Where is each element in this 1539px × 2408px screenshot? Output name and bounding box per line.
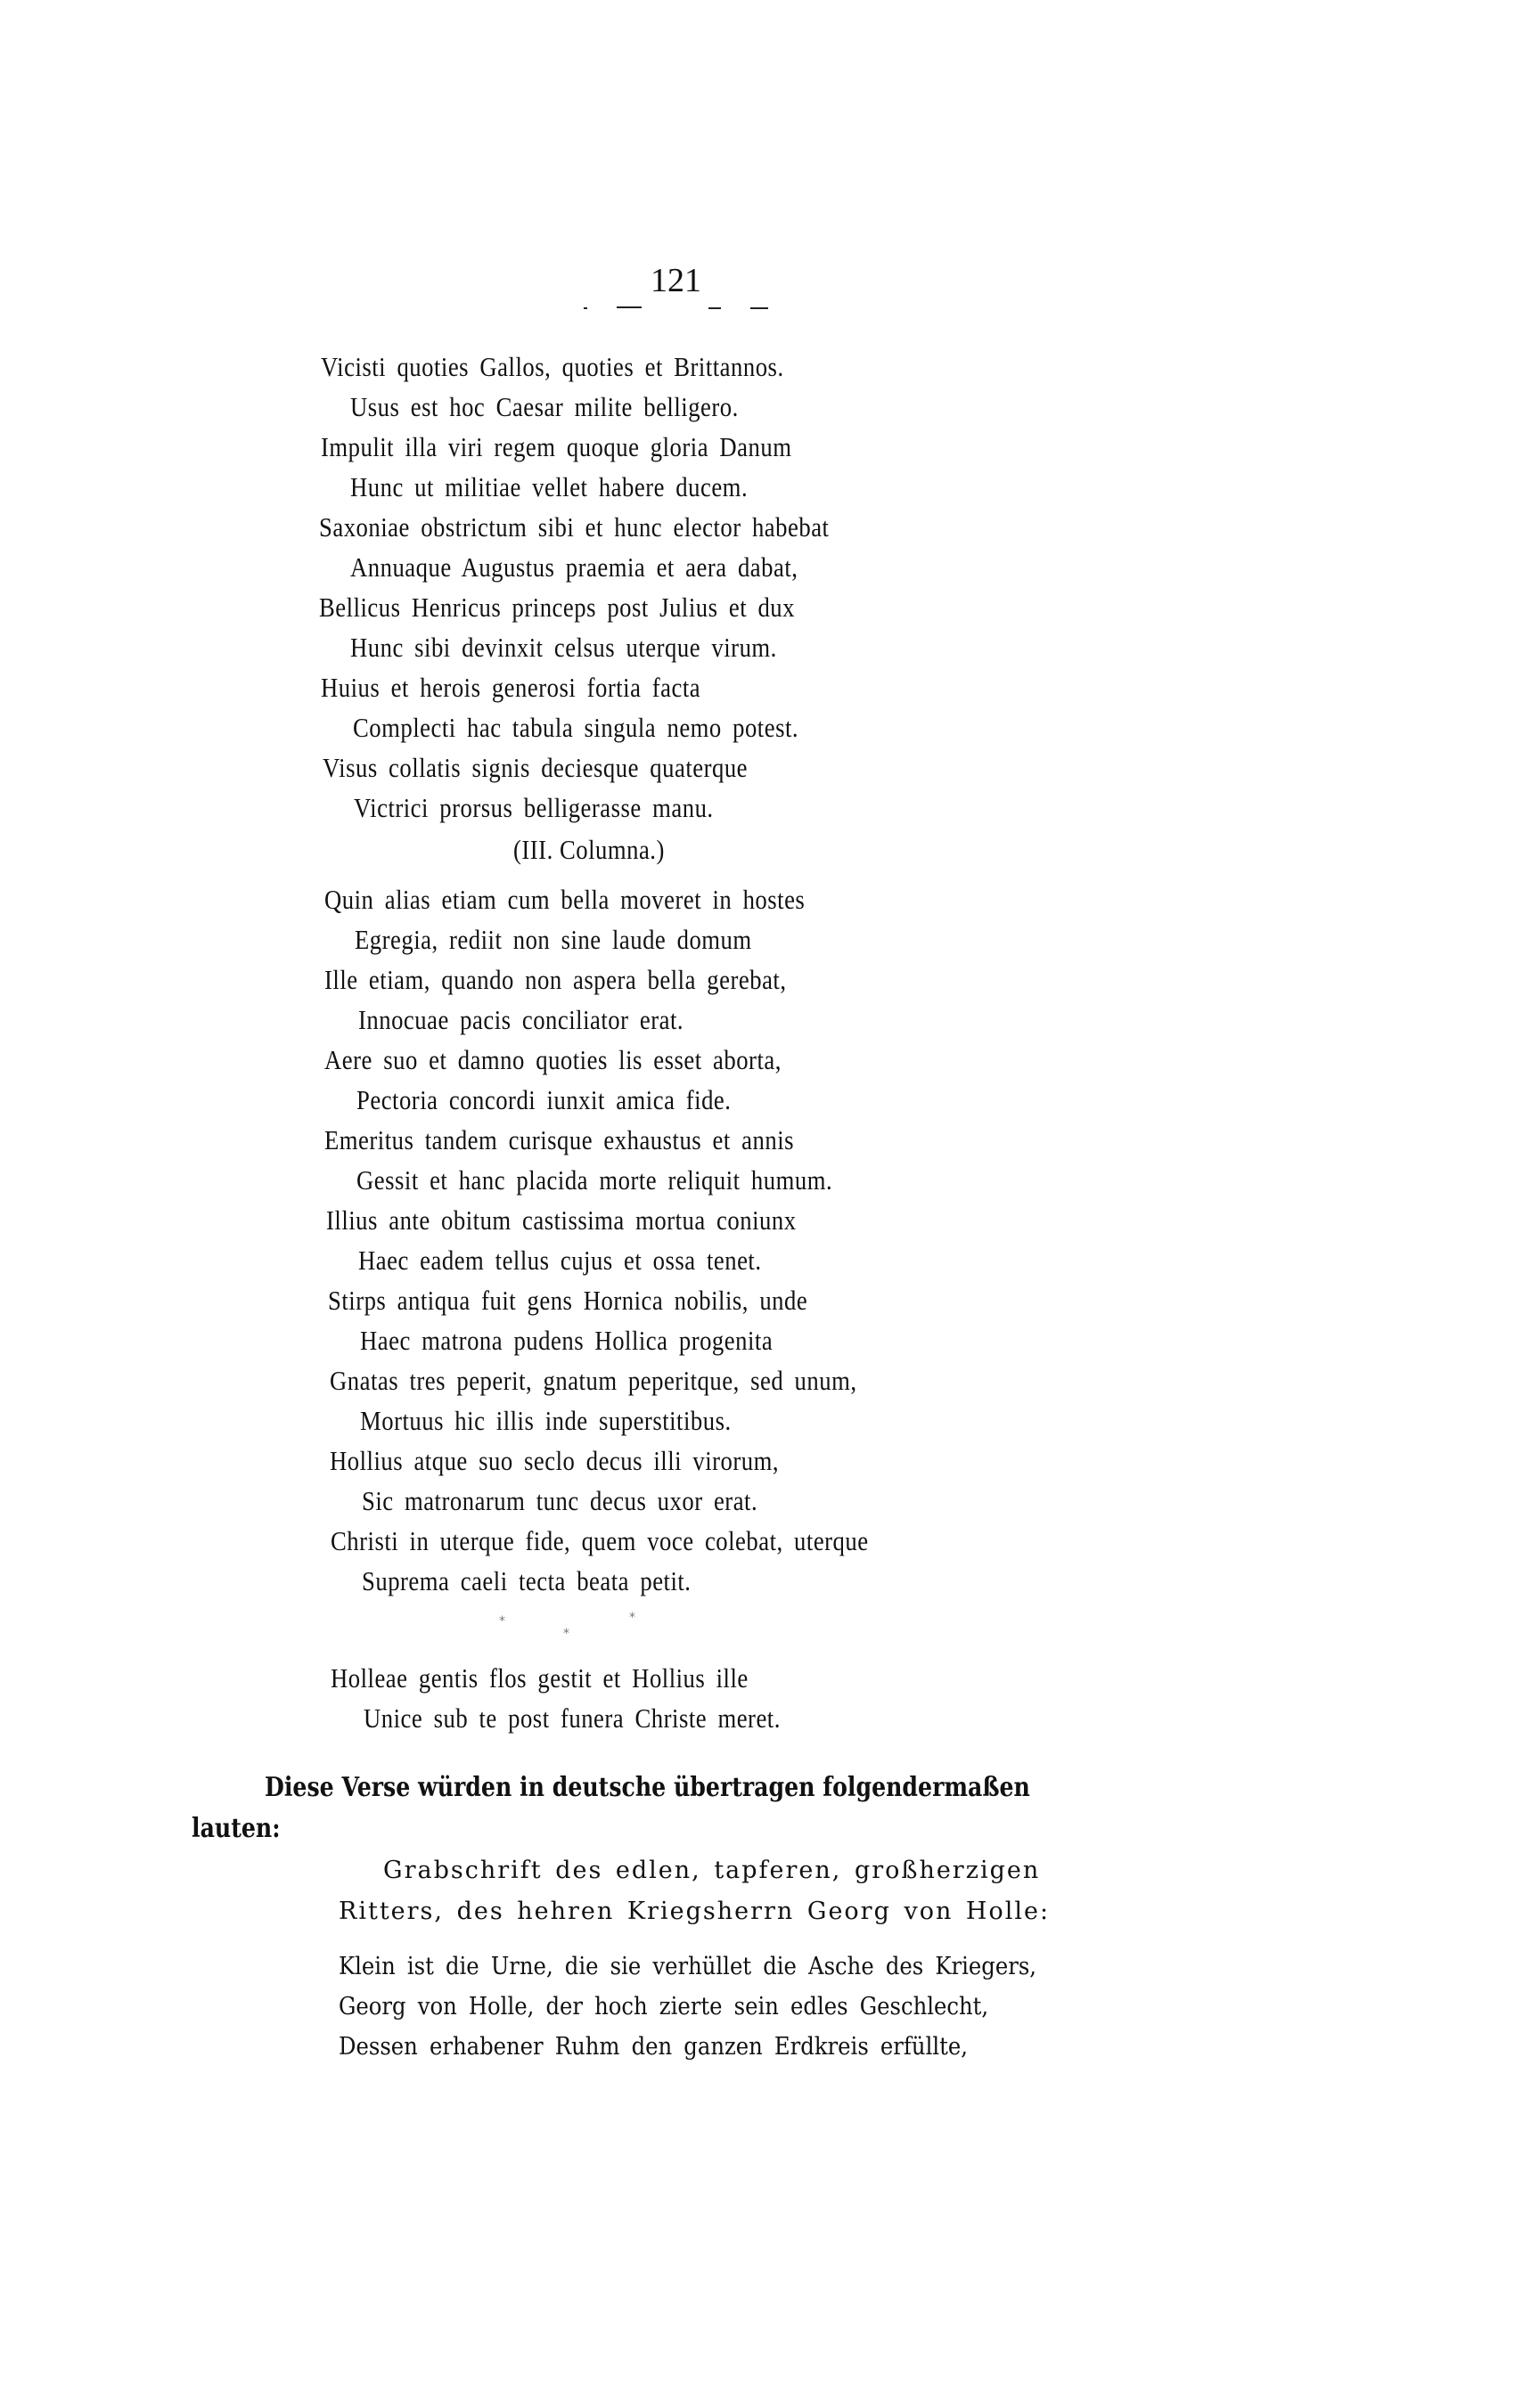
- latin-line: Mortuus hic illis inde superstitibus.: [360, 1405, 732, 1436]
- latin-line: Usus est hoc Caesar milite belligero.: [350, 391, 739, 422]
- latin-line: Illius ante obitum castissima mortua coniunx: [326, 1204, 797, 1236]
- separator-mark: *: [629, 1611, 635, 1625]
- latin-line: Emeritus tandem curisque exhaustus et annis: [324, 1124, 795, 1155]
- latin-line: Huius et herois generosi fortia facta: [321, 672, 701, 703]
- header-rule-dash: [750, 307, 768, 309]
- latin-line: Holleae gentis flos gestit et Hollius ille: [331, 1662, 749, 1694]
- latin-line: Vicisti quoties Gallos, quoties et Brittannos.: [321, 351, 784, 382]
- latin-line: Bellicus Henricus princeps post Julius et dux: [319, 592, 796, 623]
- latin-line: Unice sub te post funera Christe meret.: [364, 1702, 781, 1734]
- german-title-line: Ritters, des hehren Kriegsherrn Georg von Holle:: [339, 1898, 1051, 1925]
- latin-line: Egregia, rediit non sine laude domum: [355, 924, 752, 955]
- page-number: 121: [651, 262, 701, 299]
- latin-line: Annuaque Augustus praemia et aera dabat,: [350, 551, 798, 583]
- latin-line: Ille etiam, quando non aspera bella gerebat,: [324, 964, 787, 995]
- latin-line: Innocuae pacis conciliator erat.: [358, 1004, 684, 1035]
- latin-line: Hunc ut militiae vellet habere ducem.: [350, 471, 749, 502]
- latin-line: Haec matrona pudens Hollica progenita: [360, 1325, 774, 1356]
- separator-mark: *: [499, 1614, 505, 1628]
- latin-line: Aere suo et damno quoties lis esset aborta,: [324, 1044, 782, 1075]
- german-verse-line: Dessen erhabener Ruhm den ganzen Erdkreis erfüllte,: [339, 2033, 968, 2061]
- latin-line: Impulit illa viri regem quoque gloria Danum: [321, 431, 792, 462]
- latin-line: Complecti hac tabula singula nemo potest.: [353, 712, 799, 743]
- german-title-line: Grabschrift des edlen, tapferen, großherzigen: [383, 1857, 1041, 1884]
- latin-line: Hunc sibi devinxit celsus uterque virum.: [350, 632, 777, 663]
- latin-line: Quin alias etiam cum bella moveret in hostes: [324, 884, 806, 915]
- column-heading: (III. Columna.): [513, 834, 665, 865]
- latin-line: Haec eadem tellus cujus et ossa tenet.: [358, 1245, 762, 1276]
- latin-line: Victrici prorsus belligerasse manu.: [354, 792, 714, 823]
- german-verse-line: Georg von Holle, der hoch zierte sein edles Geschlecht,: [339, 1993, 989, 2020]
- latin-line: Visus collatis signis deciesque quaterque: [323, 752, 749, 783]
- latin-line: Suprema caeli tecta beata petit.: [362, 1565, 692, 1596]
- latin-line: Stirps antiqua fuit gens Hornica nobilis, unde: [328, 1285, 808, 1316]
- latin-line: Gessit et hanc placida morte reliquit humum.: [356, 1164, 833, 1196]
- header-rule-dash: [708, 307, 721, 309]
- latin-line: Saxoniae obstrictum sibi et hunc elector habebat: [319, 511, 830, 543]
- german-verse-line: Klein ist die Urne, die sie verhüllet die Asche des Kriegers,: [339, 1953, 1037, 1980]
- latin-line: Pectoria concordi iunxit amica fide.: [356, 1084, 732, 1115]
- latin-line: Gnatas tres peperit, gnatum peperitque, sed unum,: [330, 1365, 857, 1396]
- header-rule-dash: [584, 307, 587, 309]
- german-intro-line: lauten:: [192, 1813, 281, 1844]
- separator-mark: *: [563, 1627, 569, 1641]
- latin-line: Christi in uterque fide, quem voce colebat, uterque: [331, 1525, 869, 1556]
- latin-line: Hollius atque suo seclo decus illi virorum,: [330, 1445, 780, 1476]
- header-rule-dash: [617, 306, 642, 308]
- latin-line: Sic matronarum tunc decus uxor erat.: [362, 1485, 758, 1516]
- german-intro-line: Diese Verse würden in deutsche übertragen folgendermaßen: [265, 1772, 1030, 1803]
